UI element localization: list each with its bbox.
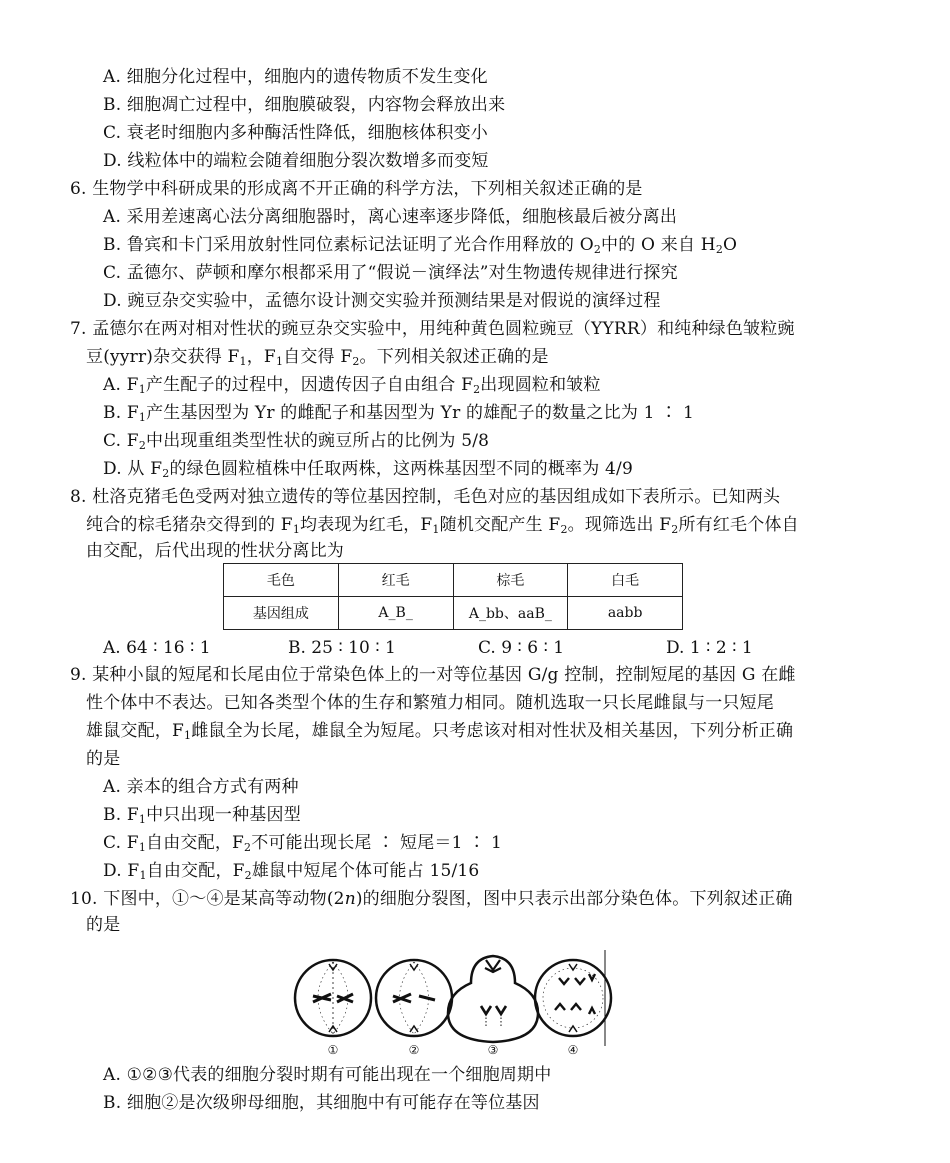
q6-option-c: C. 孟德尔、萨顿和摩尔根都采用了“假说－演绎法”对生物遗传规律进行探究 [103, 263, 678, 283]
q8-option-a: A. 64 ∶ 16 ∶ 1 [103, 638, 211, 658]
coat-color-gene-table [223, 563, 683, 630]
table-header-row [224, 564, 683, 597]
q9-option-c: C. $F_1$自由交配，$F_2$不可能出现长尾 ∶ 短尾＝1 ∶ 1 [103, 833, 503, 854]
q8-stem-line1: 8. 杜洛克猪毛色受两对独立遗传的等位基因控制，毛色对应的基因组成如下表所示。已知两头 [70, 487, 781, 507]
table-cell: 棕毛 [453, 564, 568, 597]
cell-3 [448, 956, 538, 1042]
q6-option-b: B. 鲁宾和卡门采用放射性同位素标记法证明了光合作用释放的 $O_2$中的 O 来自 $H_2O$ [103, 235, 738, 256]
q6-option-a: A. 采用差速离心法分离细胞器时，离心速率逐步降低，细胞核最后被分离出 [103, 207, 678, 227]
figure-label-4: ④ [567, 1043, 579, 1057]
q5-option-c: C. 衰老时细胞内多种酶活性降低，细胞核体积变小 [103, 123, 489, 143]
figure-label-1: ① [327, 1043, 339, 1057]
q7-option-d: D. 从 $F_2$的绿色圆粒植株中任取两株，这两株基因型不同的概率为 4/9 [103, 459, 633, 480]
q7-option-b: B. $F_1$产生基因型为 Yr 的雌配子和基因型为 Yr 的雄配子的数量之比为 1 ∶ 1 [103, 403, 695, 424]
q9-stem-line1: 9. 某种小鼠的短尾和长尾由位于常染色体上的一对等位基因 G/g 控制，控制短尾的基因 G 在雌 [70, 665, 796, 685]
cell-division-figure [293, 948, 613, 1058]
q7-option-a: A. $F_1$产生配子的过程中，因遗传因子自由组合 $F_2$出现圆粒和皱粒 [103, 375, 601, 396]
q9-stem-line4: 的是 [86, 749, 121, 769]
q10-stem-line2: 的是 [86, 915, 121, 935]
table-cell: 基因组成 [224, 597, 339, 630]
table-cell: A_bb、aaB_ [453, 597, 568, 630]
q8-option-c: C. 9 ∶ 6 ∶ 1 [478, 638, 565, 658]
figure-label-2: ② [408, 1043, 420, 1057]
q9-option-d: D. $F_1$自由交配，$F_2$雄鼠中短尾个体可能占 15/16 [103, 861, 480, 882]
cell-2 [376, 960, 452, 1036]
q7-stem-line1: 7. 孟德尔在两对相对性状的豌豆杂交实验中，用纯种黄色圆粒豌豆（YYRR）和纯种绿色皱粒豌 [70, 319, 795, 339]
q7-stem-line2: 豆(yyrr)杂交获得 $F_1$，$F_1$自交得 $F_2$。下列相关叙述正确的是 [86, 347, 549, 368]
q8-stem-line2: 纯合的棕毛猪杂交得到的 $F_1$均表现为红毛，$F_1$随机交配产生 $F_2$。现筛选出 $F_2$所有红毛个体自 [86, 515, 799, 536]
table-cell: 红毛 [338, 564, 453, 597]
figure-label-3: ③ [487, 1043, 499, 1057]
q5-option-d: D. 线粒体中的端粒会随着细胞分裂次数增多而变短 [103, 151, 489, 171]
q5-option-b: B. 细胞凋亡过程中，细胞膜破裂，内容物会释放出来 [103, 95, 506, 115]
q9-stem-line3: 雄鼠交配，$F_1$雌鼠全为长尾，雄鼠全为短尾。只考虑该对相对性状及相关基因，下列分析正确 [86, 721, 794, 742]
q9-option-a: A. 亲本的组合方式有两种 [103, 777, 299, 797]
q8-option-d: D. 1 ∶ 2 ∶ 1 [666, 638, 753, 658]
q9-option-b: B. $F_1$中只出现一种基因型 [103, 805, 301, 826]
cell-4 [535, 960, 611, 1036]
q10-stem-line1: 10. 下图中，①～④是某高等动物(2n)的细胞分裂图，图中只表示出部分染色体。下列叙述正确 [70, 889, 793, 909]
table-cell: 白毛 [568, 564, 683, 597]
q7-option-c: C. $F_2$中出现重组类型性状的豌豆所占的比例为 5/8 [103, 431, 490, 452]
table-cell: 毛色 [224, 564, 339, 597]
q8-option-b: B. 25 ∶ 10 ∶ 1 [288, 638, 396, 658]
table-cell: A_B_ [338, 597, 453, 630]
table-cell: aabb [568, 597, 683, 630]
q6-stem: 6. 生物学中科研成果的形成离不开正确的科学方法，下列相关叙述正确的是 [70, 179, 643, 199]
q6-option-d: D. 豌豆杂交实验中，孟德尔设计测交实验并预测结果是对假说的演绎过程 [103, 291, 661, 311]
q5-option-a: A. 细胞分化过程中，细胞内的遗传物质不发生变化 [103, 67, 488, 87]
cell-1 [295, 960, 371, 1036]
q8-stem-line3: 由交配，后代出现的性状分离比为 [86, 541, 344, 561]
q10-option-a: A. ①②③代表的细胞分裂时期有可能出现在一个细胞周期中 [103, 1065, 552, 1085]
q10-option-b: B. 细胞②是次级卵母细胞，其细胞中有可能存在等位基因 [103, 1093, 540, 1113]
table-row [224, 597, 683, 630]
q9-stem-line2: 性个体中不表达。已知各类型个体的生存和繁殖力相同。随机选取一只长尾雌鼠与一只短尾 [86, 693, 774, 713]
